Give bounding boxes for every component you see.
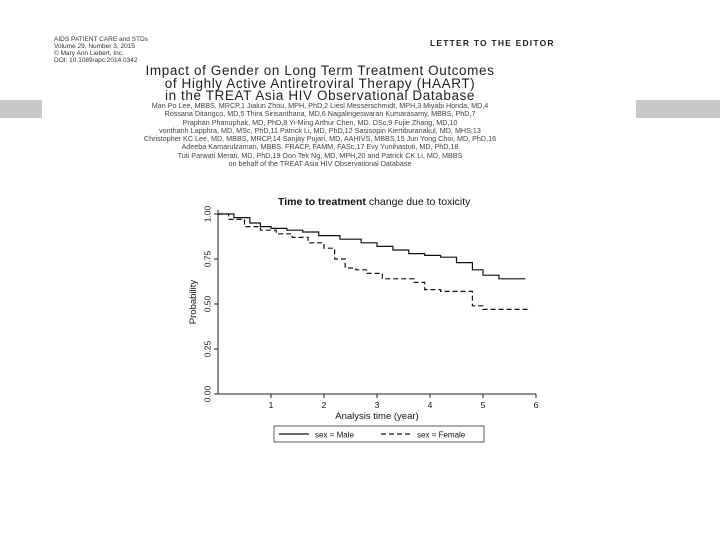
series-line-sex-male <box>218 214 525 279</box>
x-tick-label: 1 <box>268 400 274 410</box>
y-tick-label: 0.00 <box>202 385 213 403</box>
chart-legend <box>274 426 484 442</box>
x-tick-label: 6 <box>533 400 539 410</box>
paper-title: Impact of Gender on Long Term Treatment Outcomes of Highly Active Antiretroviral Therapy (HAART) in the TREAT Asia HIV Observational Database <box>145 63 495 103</box>
x-tick-label: 5 <box>480 400 486 410</box>
y-tick-label: 0.50 <box>202 295 213 313</box>
series-line-sex-female <box>218 214 531 309</box>
series-layer <box>218 214 531 309</box>
y-tick-label: 0.25 <box>202 340 213 358</box>
plot-axes <box>202 205 538 410</box>
y-axis-label: Probability <box>188 279 199 325</box>
legend-label: sex = Male <box>315 430 354 440</box>
author-list: Man Po Lee, MBBS, MRCP,1 Jialun Zhou, MPH, PhD,2 Liesl Messerschmidt, MPH,3 Miyabi Honda, MD,4 Rossana Ditangco, MD,5 Thira Sirisanthana, MD,6 Nagalingeswaran Kumarasamy, MBBS, PhD,7 Praphan Phanuphak, MD, PhD,8 Yi-Ming Arthur Chen, MD, DSc,9 Fujie Zhang, MD,10 vonthanh Lapphra, MD, MSc, PhD,11 Patrick Li, MD, PhD,12 Sasisopin Kiertiburanakul, MD, MHS,13 Christopher KC Lee, MD, MBBS, MRCP,14 Sanjay Pujari, MD, AAHIVS, MBBS,15 Jun Yong Choi, MD, PhD,16 Adeeba Kamarulzaman, MBBS, FRACP, FAMM, FASc,17 Evy Yunihastuti, MD, PhD,18 Tuti Parwati Merati, MD, PhD,19 Oon Tek Ng, MD, MPH,20 and Patrick CK Li, MD, MBBS on behalf of the TREAT Asia HIV Observational Database <box>143 101 497 169</box>
x-tick-label: 2 <box>321 400 327 410</box>
y-tick-label: 0.75 <box>202 250 213 268</box>
x-tick-label: 3 <box>374 400 380 410</box>
chart-title: Time to treatment change due to toxicity <box>278 196 471 208</box>
journal-meta: AIDS PATIENT CARE and STDs Volume 29, Number 3, 2015 © Mary Ann Liebert, Inc. DOI: 10.1089/apc.2014.0342 <box>54 36 148 64</box>
x-axis-label: Analysis time (year) <box>335 411 419 422</box>
section-tag: LETTER TO THE EDITOR <box>430 38 555 48</box>
y-tick-label: 1.00 <box>202 205 213 223</box>
x-tick-label: 4 <box>427 400 433 410</box>
legend-label: sex = Female <box>417 430 466 440</box>
